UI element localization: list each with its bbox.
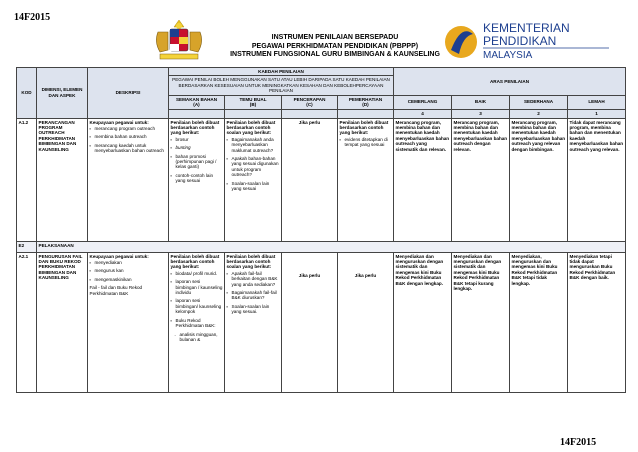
list-item: ▪ mengemaskinikan — [95, 277, 167, 282]
row-a12-level-2: Merancang program, membina bahan dan menentukan kaedah menyebarluaskan bahan outreach yang relevan dengan bimbingan. — [510, 118, 568, 241]
method-b-code: (B) — [249, 102, 257, 108]
list-item: ▪ Bagaimanakah anda menyebarluaskan maklumat outreach? — [232, 137, 280, 153]
method-c-code: (C) — [306, 102, 313, 108]
row-a21-a-title: Penilaian boleh dibuat berdasarkan contoh yang berikut: — [170, 253, 220, 270]
row-a21-desc-footer: Fail - fail dan Buku Rekod Perkhidmatan B&K — [89, 285, 143, 296]
header-deskripsi: DESKRIPSI — [88, 68, 169, 119]
row-a12-level-1: Tidak dapat merancang program, membina bahan dan menentukan kaedah menyebarluaskan bahan outreach yang relevan. — [568, 118, 626, 241]
row-a12-kod: A1.2 — [17, 118, 37, 241]
list-item: ▪ bahan promosi (perhimpunan pagi / kelas ganti) — [176, 154, 223, 170]
list-item: ▪ laporan sesi bimbingan/ kaunseling kelompok — [176, 298, 223, 314]
row-a12-temubual — [225, 118, 282, 241]
list-item: ▪ bunting — [176, 145, 223, 150]
row-a12-semakan — [169, 118, 225, 241]
header-method-a-blank — [169, 109, 225, 118]
list-item: ▪ Apakah fail-fail berkaitan dengan B&K yang anda sediakan? — [232, 271, 280, 287]
list-item: ▪ brosur — [176, 137, 223, 142]
row-a12-pencerapan: Jika perlu — [282, 118, 338, 241]
row-a21-pemerhatian: Jika perlu — [338, 252, 394, 392]
row-a21-pencerapan: Jika perlu — [282, 252, 338, 392]
row-a21-level-1: Menyediakan tetapi tidak dapat menguruskan Buku Rekod Perkhidmatan B&K dengan baik. — [568, 252, 626, 392]
document-code-bottom: 14F2015 — [560, 437, 597, 448]
list-item: ▪ Buku Rekod Perkhidmatan B&K: — [176, 318, 223, 329]
list-item: ▪ Soalan-soalan lain yang sesuai — [232, 181, 280, 192]
title-line-3: INSTRUMEN FUNGSIONAL GURU BIMBINGAN & KAUNSELING — [230, 51, 440, 59]
list-item: ▪ membina bahan outreach — [95, 134, 167, 139]
header-method-c-blank — [282, 109, 338, 118]
method-a-name: SEMAKAN BAHAN — [175, 96, 218, 102]
row-a21-dimensi: PENGURUSAN FAIL DAN BUKU REKOD PERKHIDMATAN BIMBINGAN DAN KAUNSELING — [37, 252, 88, 392]
row-a12-dimensi: PERANCANGAN PROGRAM OUTREACH PERKHIDMATAN BIMBINGAN DAN KAUNSELING — [37, 118, 88, 241]
row-a21-level-4: Menyediakan dan menguruskan dengan sistematik dan mengemas kini Buku Rekod Perkhidmatan B&K dengan lengkap. — [394, 252, 452, 392]
row-a21-kod: A2.1 — [17, 252, 37, 392]
list-item: ▪ Soalan-soalan lain yang sesuai. — [232, 304, 280, 315]
row-a21-b-title: Penilaian boleh dibuat berdasarkan contoh soalan yang berikut: — [226, 253, 276, 270]
row-a21-temubual — [225, 252, 282, 392]
list-item: ▪ evidens ditetapkan di tempat yang sesuai — [345, 137, 392, 148]
header-method-a — [169, 95, 225, 109]
header-level-cemerlang: CEMERLANG — [394, 95, 452, 109]
method-d-code: (D) — [362, 102, 369, 108]
header-level-2: 2 — [510, 109, 568, 118]
section-row — [17, 241, 626, 252]
row-a12-a-title: Penilaian boleh dibuat berdasarkan contoh yang berikut: — [170, 119, 220, 136]
list-item: ▪ laporan sesi bimbingan / kaunseling individu — [176, 279, 223, 295]
row-a12-level-3: Merancang program, membina bahan dan menentukan kaedah menyebarluaskan bahan outreach dengan relevan. — [452, 118, 510, 241]
list-item: ▪ merancang program outreach — [95, 126, 167, 131]
method-d-name: PEMERHATIAN — [348, 96, 383, 102]
row-a12-deskripsi — [88, 118, 169, 241]
list-item: ▪ contoh-contoh lain yang sesuai — [176, 173, 223, 184]
document-code-top: 14F2015 — [14, 12, 51, 23]
row-a12-level-4: Merancang program, membina bahan dan menentukan kaedah menyebarluaskan bahan outreach yang sistematik dan relevan. — [394, 118, 452, 241]
header-dimensi: DIMENSI, ELEMEN DAN ASPEK — [37, 68, 88, 119]
row-a12-desc-title: Keupayaan pegawai untuk: — [89, 119, 149, 125]
header-kaedah: KAEDAH PENILAIAN — [169, 68, 394, 76]
list-item: ▪ menyediakan — [95, 260, 167, 265]
row-a21-semakan — [169, 252, 225, 392]
row-a21-desc-title: Keupayaan pegawai untuk: — [89, 253, 149, 259]
method-a-code: (A) — [193, 102, 200, 108]
row-a12-b-title: Penilaian boleh dibuat berdasarkan contoh soalan yang berikut: — [226, 119, 276, 136]
list-item: ▪ Bagaimanakah fail-fail B&K diuruskan? — [232, 290, 280, 301]
section-e2-kod: E2 — [17, 241, 37, 252]
list-subitem: - analisis mingguan, bulanan & — [180, 332, 223, 343]
row-a12-d-title: Penilaian boleh dibuat berdasarkan contoh yang berikut: — [339, 119, 389, 136]
logo-text-2: PENDIDIKAN — [483, 34, 557, 48]
title-line-2: PEGAWAI PERKHIDMATAN PENDIDIKAN (PBPPP) — [251, 42, 419, 50]
method-b-name: TEMU BUAL — [239, 96, 267, 102]
list-item: ▪ biodata/ profil murid. — [176, 271, 223, 276]
header-kaedah-description: PEGAWAI PENILAI BOLEH MENGGUNAKAN SATU ATAU LEBIH DARIPADA SATU KAEDAH PENILAIAN BERDASARKAN KESESUAIAN UNTUK MENINGKATKAN KESAHAN DAN KEBOLEHPERCAYAAN PENILAIAN — [169, 76, 394, 95]
header-method-d — [338, 95, 394, 109]
list-item: ▪ merancang kaedah untuk menyebarluaskan bahan outreach — [95, 143, 167, 154]
table-row — [17, 252, 626, 392]
header-level-3: 3 — [452, 109, 510, 118]
header-aras: ARAS PENILAIAN — [394, 68, 626, 96]
list-item: ▪ mengurus kan — [95, 268, 167, 273]
table-row — [17, 118, 626, 241]
row-a21-level-2: Menyediakan, menguruskan dan mengemas kini Buku Rekod Perkhidmatan B&K tetapi tidak lengkap. — [510, 252, 568, 392]
header-level-4: 4 — [394, 109, 452, 118]
header-method-d-blank — [338, 109, 394, 118]
row-a21-deskripsi — [88, 252, 169, 392]
ministry-logo — [441, 20, 611, 64]
header-method-c — [282, 95, 338, 109]
header-method-b — [225, 95, 282, 109]
logo-text-3: MALAYSIA — [483, 50, 533, 61]
header-level-baik: BAIK — [452, 95, 510, 109]
header-level-1: 1 — [568, 109, 626, 118]
header-level-sederhana: SEDERHANA — [510, 95, 568, 109]
section-e2-label: PELAKSANAAN — [37, 241, 626, 252]
header-level-lemah: LEMAH — [568, 95, 626, 109]
row-a12-pemerhatian — [338, 118, 394, 241]
evaluation-table — [16, 67, 626, 393]
header-method-b-blank — [225, 109, 282, 118]
row-a21-level-3: Menyediakan dan menguruskan dengan sistematik dan mengemas kini Buku Rekod Perkhidmatan B&K tetapi kurang lengkap. — [452, 252, 510, 392]
list-item: ▪ Apakah bahan-bahan yang sesuai digunakan untuk program outreach? — [232, 156, 280, 178]
header-kod: KOD — [17, 68, 37, 119]
logo-text-1: KEMENTERIAN — [483, 21, 570, 35]
title-line-1: INSTRUMEN PENILAIAN BERSEPADU — [271, 34, 399, 41]
method-c-name: PENCERAPAN — [293, 96, 326, 102]
